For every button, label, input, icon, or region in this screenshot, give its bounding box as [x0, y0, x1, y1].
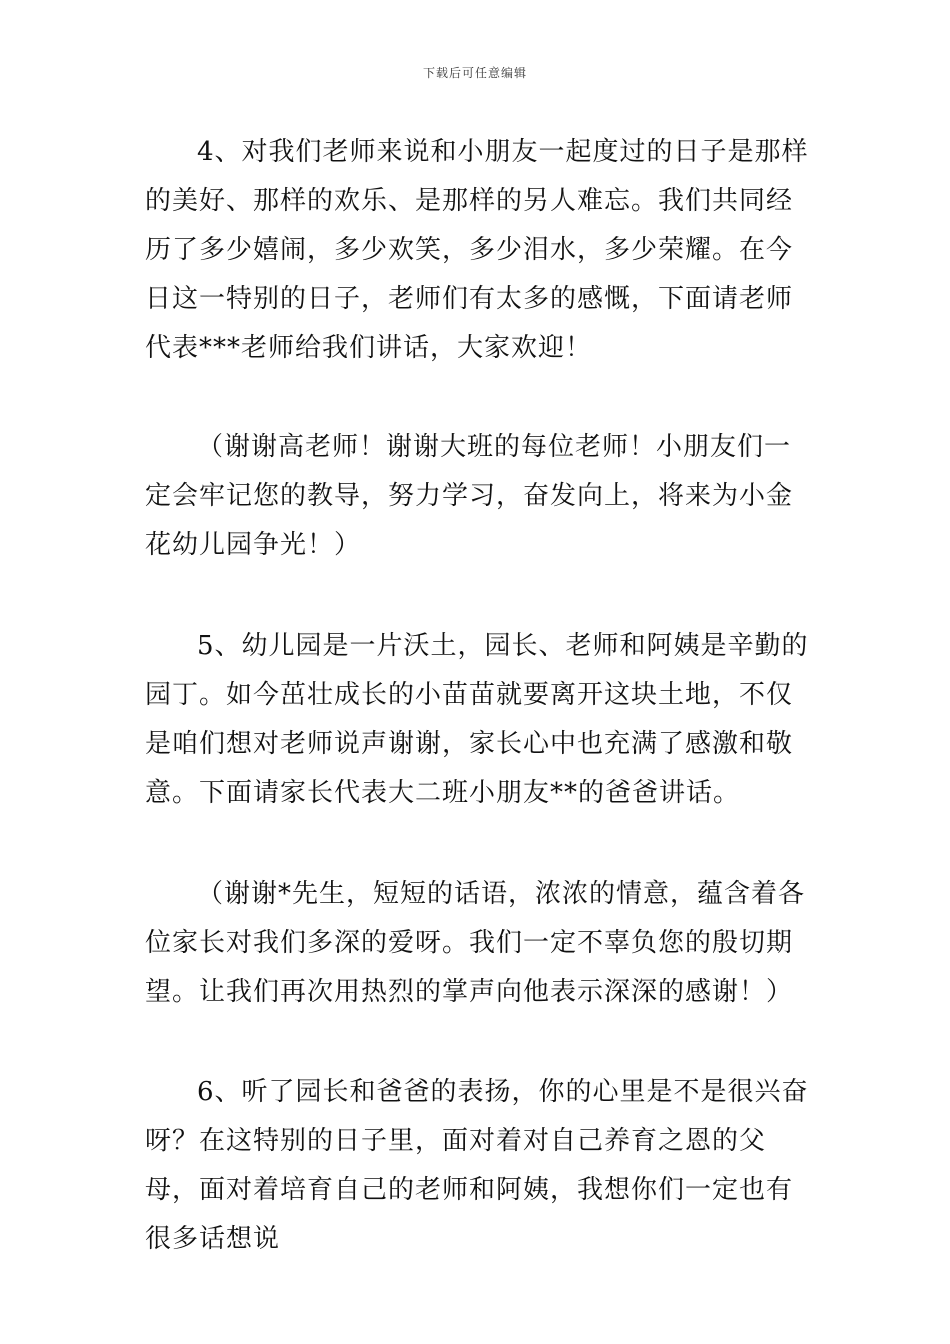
paragraph-5: [145, 622, 810, 818]
paragraph-text: （谢谢*先生，短短的话语，浓浓的情意，蕴含着各位家长对我们多深的爱呀。我们一定不辜负您的殷切期望。让我们再次用热烈的掌声向他表示深深的感谢！）: [145, 879, 806, 1007]
paragraph-thanks-teacher: [145, 423, 810, 570]
paragraph-text: 4、对我们老师来说和小朋友一起度过的日子是那样的美好、那样的欢乐、是那样的另人难忘。我们共同经历了多少嬉闹，多少欢笑，多少泪水，多少荣耀。在今日这一特别的日子，老师们有太多的感慨，下面请老师代表***老师给我们讲话，大家欢迎！: [145, 137, 809, 363]
page-header: 下载后可任意编辑: [422, 66, 527, 80]
paragraph-text: （谢谢高老师！谢谢大班的每位老师！小朋友们一定会牢记您的教导，努力学习，奋发向上，将来为小金花幼儿园争光！）: [145, 432, 794, 560]
paragraph-text: 5、幼儿园是一片沃土，园长、老师和阿姨是辛勤的园丁。如今茁壮成长的小苗苗就要离开这块土地，不仅是咱们想对老师说声谢谢，家长心中也充满了感激和敬意。下面请家长代表大二班小朋友**的爸爸讲话。: [145, 631, 809, 808]
paragraph-6: [145, 1068, 810, 1264]
paragraph-thanks-parent: [145, 870, 810, 1017]
paragraph-text: 6、听了园长和爸爸的表扬，你的心里是不是很兴奋呀？在这特别的日子里，面对着对自己养育之恩的父母，面对着培育自己的老师和阿姨，我想你们一定也有很多话想说: [145, 1077, 809, 1254]
paragraph-4: [145, 128, 810, 373]
